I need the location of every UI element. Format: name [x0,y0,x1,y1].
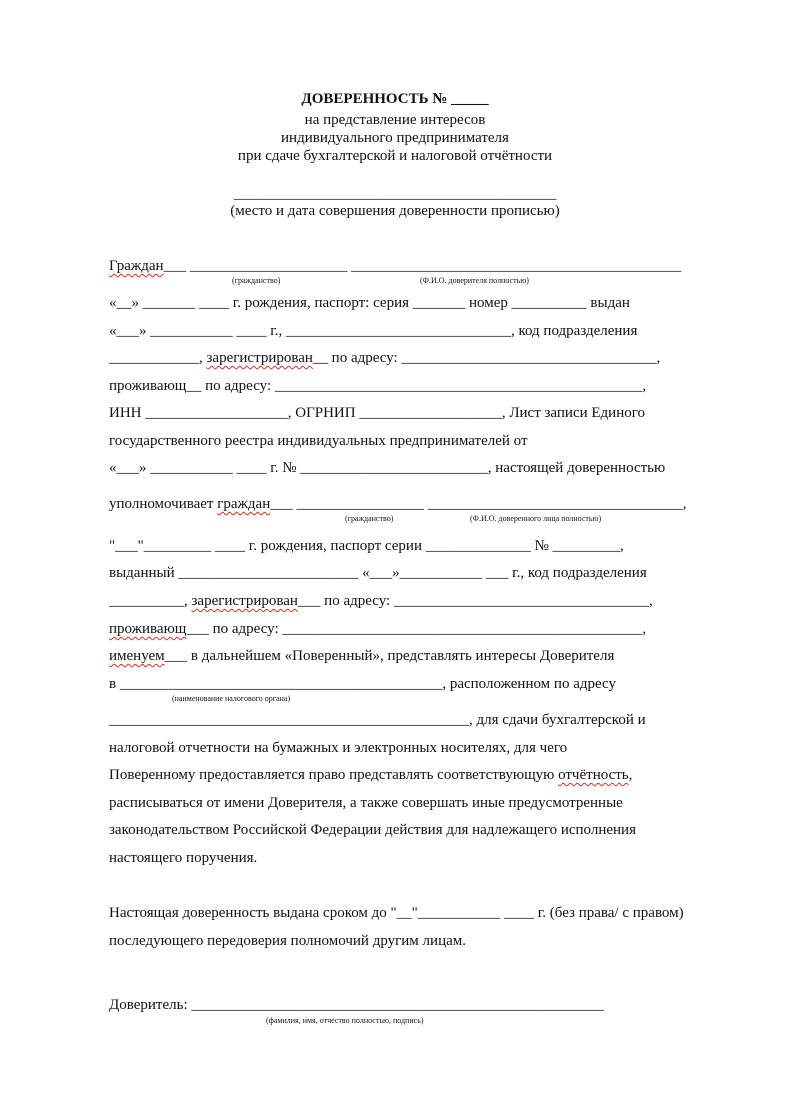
principal-line-6: ИНН ___________________, ОГРНИП ___________________, Лист записи Единого [109,405,646,421]
place-date-caption: (место и дата совершения доверенности прописью) [230,203,560,219]
spellcheck-word: отчётность [558,767,629,783]
principal-line-8: «___» ___________ ____ г. № _________________________, настоящей доверенностью [109,460,666,476]
attorney-fio-caption: (Ф.И.О. доверенного лица полностью) [470,514,602,523]
tax-authority-caption: (наименование налогового органа) [172,694,291,703]
document-subtitle-2: индивидуального предпринимателя [281,130,509,146]
principal-fio-caption: (Ф.И.О. доверителя полностью) [420,276,529,285]
attorney-citizenship-caption: (гражданство) [345,514,394,523]
spellcheck-word: граждан [217,496,271,512]
attorney-line-8: ________________________________________________, для сдачи бухгалтерской и [109,712,646,728]
attorney-line-5: проживающ___ по адресу: ________________________________________________, [109,621,647,637]
attorney-line-9: налоговой отчетности на бумажных и электронных носителях, для чего [109,740,568,756]
spellcheck-word: именуем [109,648,165,664]
principal-line-4: ____________, зарегистрирован__ по адресу: __________________________________, [109,350,661,366]
attorney-line-2: "___"_________ ____ г. рождения, паспорт серии ______________ № _________, [109,538,624,554]
attorney-line-12: законодательством Российской Федерации действия для надлежащего исполнения [109,822,636,838]
principal-line-5: проживающ__ по адресу: _________________________________________________, [109,378,647,394]
signature-caption: (фамилия, имя, отчество полностью, подпись) [266,1016,424,1025]
term-line-2: последующего передоверия полномочий другим лицам. [109,933,466,949]
term-line-1: Настоящая доверенность выдана сроком до "__"___________ ____ г. (без права/ с правом) [109,905,684,921]
attorney-line-6: именуем___ в дальнейшем «Поверенный», представлять интересы Доверителя [109,648,615,664]
principal-line-3: «___» ___________ ____ г., ______________________________, код подразделения [109,323,638,339]
spellcheck-word: проживающ [109,621,187,637]
document-subtitle-3: при сдаче бухгалтерской и налоговой отчётности [237,148,553,164]
attorney-line-3: выданный ________________________ «___»___________ ___ г., код подразделения [109,565,647,581]
document-title: ДОВЕРЕННОСТЬ № _____ [301,91,489,107]
spellcheck-word: Граждан [109,258,164,274]
document-subtitle-1: на представление интересов [304,112,486,128]
attorney-line-1: уполномочивает граждан___ _________________ __________________________________, [109,496,687,512]
attorney-line-13: настоящего поручения. [109,850,258,866]
principal-line-7: государственного реестра индивидуальных предпринимателей от [109,433,528,449]
spellcheck-word: зарегистрирован [206,350,313,366]
attorney-line-10: Поверенному предоставляется право представлять соответствующую отчётность, [109,767,633,783]
attorney-line-4: __________, зарегистрирован___ по адресу: __________________________________, [109,593,653,609]
signature-line: Доверитель: _______________________________________________________ [109,997,604,1013]
principal-citizenship-caption: (гражданство) [232,276,281,285]
attorney-line-11: расписываться от имени Доверителя, а также совершать иные предусмотренные [109,795,623,811]
principal-line-2: «__» _______ ____ г. рождения, паспорт: серия _______ номер __________ выдан [109,295,630,311]
place-date-line: ___________________________________________ [233,186,557,202]
attorney-line-7: в ___________________________________________, расположенном по адресу [109,676,616,692]
spellcheck-word: зарегистрирован [191,593,298,609]
principal-line-1: Граждан___ _____________________ ____________________________________________ [109,258,682,274]
